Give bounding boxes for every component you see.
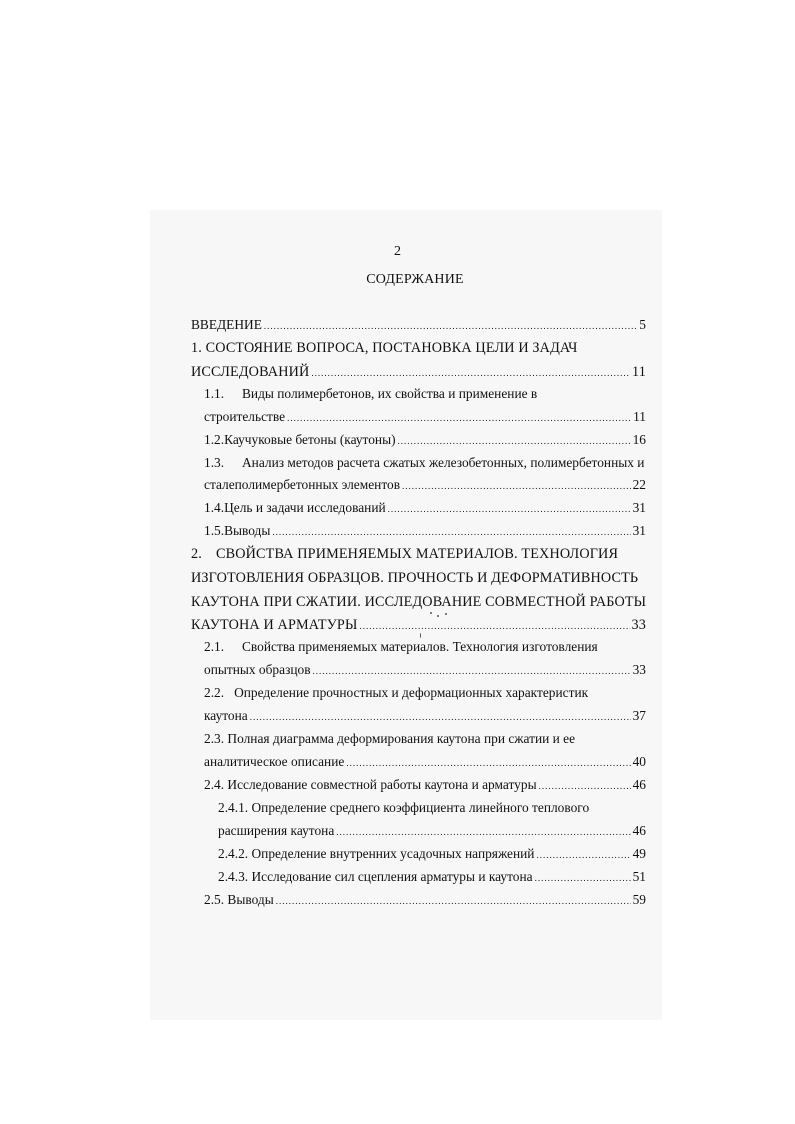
toc-section-1-3[interactable] <box>204 477 646 494</box>
toc-entry-title: 2.5. Выводы <box>204 892 274 907</box>
toc-entry-intro[interactable] <box>191 317 646 334</box>
toc-chapter-1-title[interactable] <box>191 340 578 356</box>
toc-page-number: 11 <box>632 364 646 380</box>
toc-entry-title: 2.4.1. Определение среднего коэффициента линейного теплового <box>218 800 590 815</box>
toc-page-number: 33 <box>631 617 646 633</box>
toc-entry-title: сталеполимербетонных элементов <box>204 477 401 492</box>
toc-section-2-4-2[interactable] <box>218 846 646 863</box>
toc-entry-title: строительстве <box>204 409 286 424</box>
toc-section-2-4-1-title[interactable] <box>218 800 589 816</box>
toc-page-number: 37 <box>632 708 646 723</box>
toc-section-1-3-title[interactable] <box>204 455 644 471</box>
toc-entry-title: Свойства применяемых материалов. Технология изготовления <box>242 639 598 654</box>
toc-section-2-4[interactable] <box>204 777 646 794</box>
toc-page-number: 59 <box>632 892 646 907</box>
toc-entry-title: расширения каутона <box>218 823 335 838</box>
dot-leader <box>398 433 631 449</box>
section-number: 2.2. <box>204 685 225 700</box>
toc-entry-title: Выводы <box>224 523 271 538</box>
toc-section-2-3-title[interactable] <box>204 731 575 747</box>
toc-page-number: 33 <box>632 662 646 677</box>
toc-section-2-4-1[interactable] <box>218 823 646 840</box>
toc-section-2-1[interactable] <box>204 662 646 679</box>
section-number: 1.4. <box>204 500 225 515</box>
toc-page-number: 11 <box>633 409 646 424</box>
toc-page-number: 46 <box>632 823 646 838</box>
toc-section-2-2[interactable] <box>204 708 646 725</box>
scan-speck <box>430 612 432 614</box>
toc-section-1-4[interactable] <box>204 500 646 517</box>
toc-page-number: 46 <box>632 777 646 792</box>
toc-section-1-5[interactable] <box>204 523 646 540</box>
dot-leader <box>535 870 631 886</box>
toc-entry-title: СВОЙСТВА ПРИМЕНЯЕМЫХ МАТЕРИАЛОВ. ТЕХНОЛОГИЯ <box>216 546 619 562</box>
toc-entry-title: ИЗГОТОВЛЕНИЯ ОБРАЗЦОВ. ПРОЧНОСТЬ И ДЕФОРМАТИВНОСТЬ <box>191 570 639 586</box>
dot-leader <box>276 893 631 909</box>
toc-chapter-2-title-line-1[interactable] <box>191 546 618 562</box>
dot-leader <box>264 318 637 334</box>
toc-page-number: 31 <box>632 523 646 538</box>
toc-entry-title: КАУТОНА ПРИ СЖАТИИ. ИССЛЕДОВАНИЕ СОВМЕСТНОЙ РАБОТЫ <box>191 594 647 610</box>
toc-page-number: 40 <box>632 754 646 769</box>
toc-page-number: 31 <box>632 500 646 515</box>
section-number: 2.1. <box>204 639 225 654</box>
section-number: 1.1. <box>204 386 225 401</box>
section-number: 1.3. <box>204 455 225 470</box>
dot-leader <box>313 663 631 679</box>
toc-entry-title: аналитическое описание <box>204 754 345 769</box>
toc-page-number: 16 <box>632 432 646 447</box>
toc-page-number: 51 <box>632 869 646 884</box>
toc-entry-title: опытных образцов <box>204 662 311 677</box>
toc-entry-title: 1. СОСТОЯНИЕ ВОПРОСА, ПОСТАНОВКА ЦЕЛИ И ЗАДАЧ <box>191 340 578 356</box>
toc-page-number: 22 <box>632 477 646 492</box>
toc-chapter-2-title-line-3[interactable] <box>191 594 646 610</box>
toc-entry-title: 2.4. Исследование совместной работы каутона и арматуры <box>204 777 537 792</box>
toc-entry-title: 2.4.2. Определение внутренних усадочных напряжений <box>218 846 535 861</box>
dot-leader <box>311 365 630 381</box>
scan-speck <box>420 633 421 638</box>
scan-speck <box>437 615 439 617</box>
section-number: 2. <box>191 546 202 562</box>
dot-leader <box>388 501 631 517</box>
dot-leader <box>336 824 630 840</box>
toc-page-number: 49 <box>632 846 646 861</box>
toc-entry-title: ВВЕДЕНИЕ <box>191 317 262 332</box>
toc-section-2-3[interactable] <box>204 754 646 771</box>
toc-entry-title: 2.3. Полная диаграмма деформирования каутона при сжатии и ее <box>204 731 576 746</box>
toc-section-2-2-title[interactable] <box>204 685 588 701</box>
toc-section-2-4-3[interactable] <box>218 869 646 886</box>
dot-leader <box>402 478 631 494</box>
toc-entry-title: Определение прочностных и деформационных характеристик <box>234 685 589 700</box>
toc-chapter-1[interactable] <box>191 364 646 381</box>
toc-chapter-2-title-line-2[interactable] <box>191 570 638 586</box>
toc-section-2-1-title[interactable] <box>204 639 598 655</box>
toc-entry-title: Цель и задачи исследований <box>224 500 386 515</box>
toc-page-number: 5 <box>639 317 646 332</box>
dot-leader <box>250 709 631 725</box>
page-number: 2 <box>394 244 401 259</box>
toc-section-2-5[interactable] <box>204 892 646 909</box>
toc-section-1-1[interactable] <box>204 409 646 426</box>
toc-section-1-2[interactable] <box>204 432 646 449</box>
toc-entry-title: Каучуковые бетоны (каутоны) <box>224 432 396 447</box>
toc-entry-title: каутона <box>204 708 248 723</box>
dot-leader <box>536 847 630 863</box>
toc-entry-title: 2.4.3. Исследование сил сцепления арматуры и каутона <box>218 869 533 884</box>
section-number: 1.2. <box>204 432 225 447</box>
dot-leader <box>272 524 630 540</box>
toc-entry-title: Виды полимербетонов, их свойства и применение в <box>242 386 538 401</box>
dot-leader <box>346 755 630 771</box>
toc-section-1-1-title[interactable] <box>204 386 537 402</box>
dot-leader <box>287 410 631 426</box>
toc-chapter-2[interactable] <box>191 617 646 634</box>
toc-entry-title: КАУТОНА И АРМАТУРЫ <box>191 617 358 633</box>
dot-leader <box>359 618 629 634</box>
section-number: 1.5. <box>204 523 225 538</box>
dot-leader <box>539 778 631 794</box>
scan-speck <box>445 613 447 615</box>
page-title: СОДЕРЖАНИЕ <box>366 272 464 287</box>
toc-entry-title: Анализ методов расчета сжатых железобетонных, полимербетонных и <box>242 455 645 470</box>
toc-entry-title: ИССЛЕДОВАНИЙ <box>191 364 310 380</box>
